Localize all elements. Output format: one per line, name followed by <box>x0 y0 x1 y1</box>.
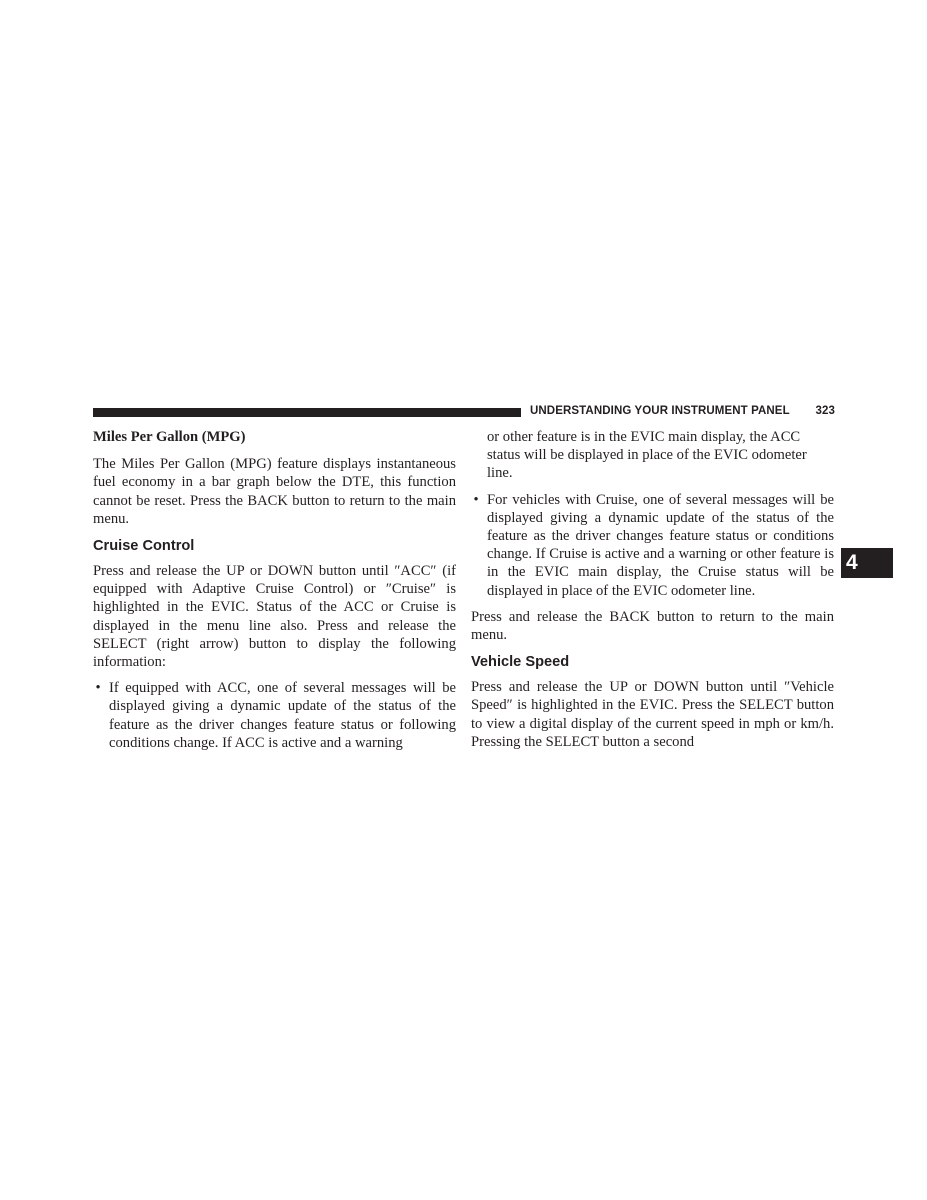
page-number: 323 <box>815 405 835 417</box>
bullet-acc-text: If equipped with ACC, one of several messages will be displayed giving a dynamic update of the status of the feature as the driver changes feature status or following conditions change. If ACC is active and a warning <box>109 680 456 751</box>
cruise-control-heading: Cruise Control <box>93 538 195 555</box>
header-title: UNDERSTANDING YOUR INSTRUMENT PANEL <box>530 405 790 417</box>
mpg-title: Miles Per Gallon (MPG) <box>93 429 246 445</box>
bullet-icon: • <box>95 680 101 697</box>
bullet-cruise-text: For vehicles with Cruise, one of several messages will be displayed giving a dynamic update of the status of the feature as the driver changes feature status or conditions change. If Cruise is active and a warning or other feature is in the EVIC main display, the Cruise status will be displayed in place of the EVIC odometer line. <box>487 491 834 599</box>
list-item <box>93 679 456 752</box>
cruise-bullet-list-continued <box>471 491 834 600</box>
cruise-control-paragraph: Press and release the UP or DOWN button until ″ACC″ (if equipped with Adaptive Cruise Control) or ″Cruise″ is highlighted in the EVIC. Status of the ACC or Cruise is displayed in the menu line also. Press and release the SELECT (right arrow) button to display the following information: <box>93 563 456 671</box>
right-column <box>471 428 834 759</box>
chapter-tab: 4 <box>841 548 893 578</box>
header-rule <box>93 408 521 417</box>
cruise-bullet-list <box>93 679 456 752</box>
vehicle-speed-paragraph: Press and release the UP or DOWN button until ″Vehicle Speed″ is highlighted in the EVIC. Press the SELECT button to view a digital display of the current speed in mph or km/h. Pressing the SELECT button a second <box>471 679 834 750</box>
vehicle-speed-heading: Vehicle Speed <box>471 654 570 671</box>
back-paragraph: Press and release the BACK button to return to the main menu. <box>471 608 834 644</box>
running-header <box>530 405 835 417</box>
left-column <box>93 428 456 760</box>
bullet-acc-continuation: or other feature is in the EVIC main display, the ACC status will be displayed in place of the EVIC odometer line. <box>487 429 807 482</box>
mpg-paragraph: The Miles Per Gallon (MPG) feature displays instantaneous fuel economy in a bar graph below the DTE, this function cannot be reset. Press the BACK button to return to the main menu. <box>93 456 456 527</box>
bullet-icon: • <box>473 491 479 508</box>
list-item <box>471 491 834 600</box>
